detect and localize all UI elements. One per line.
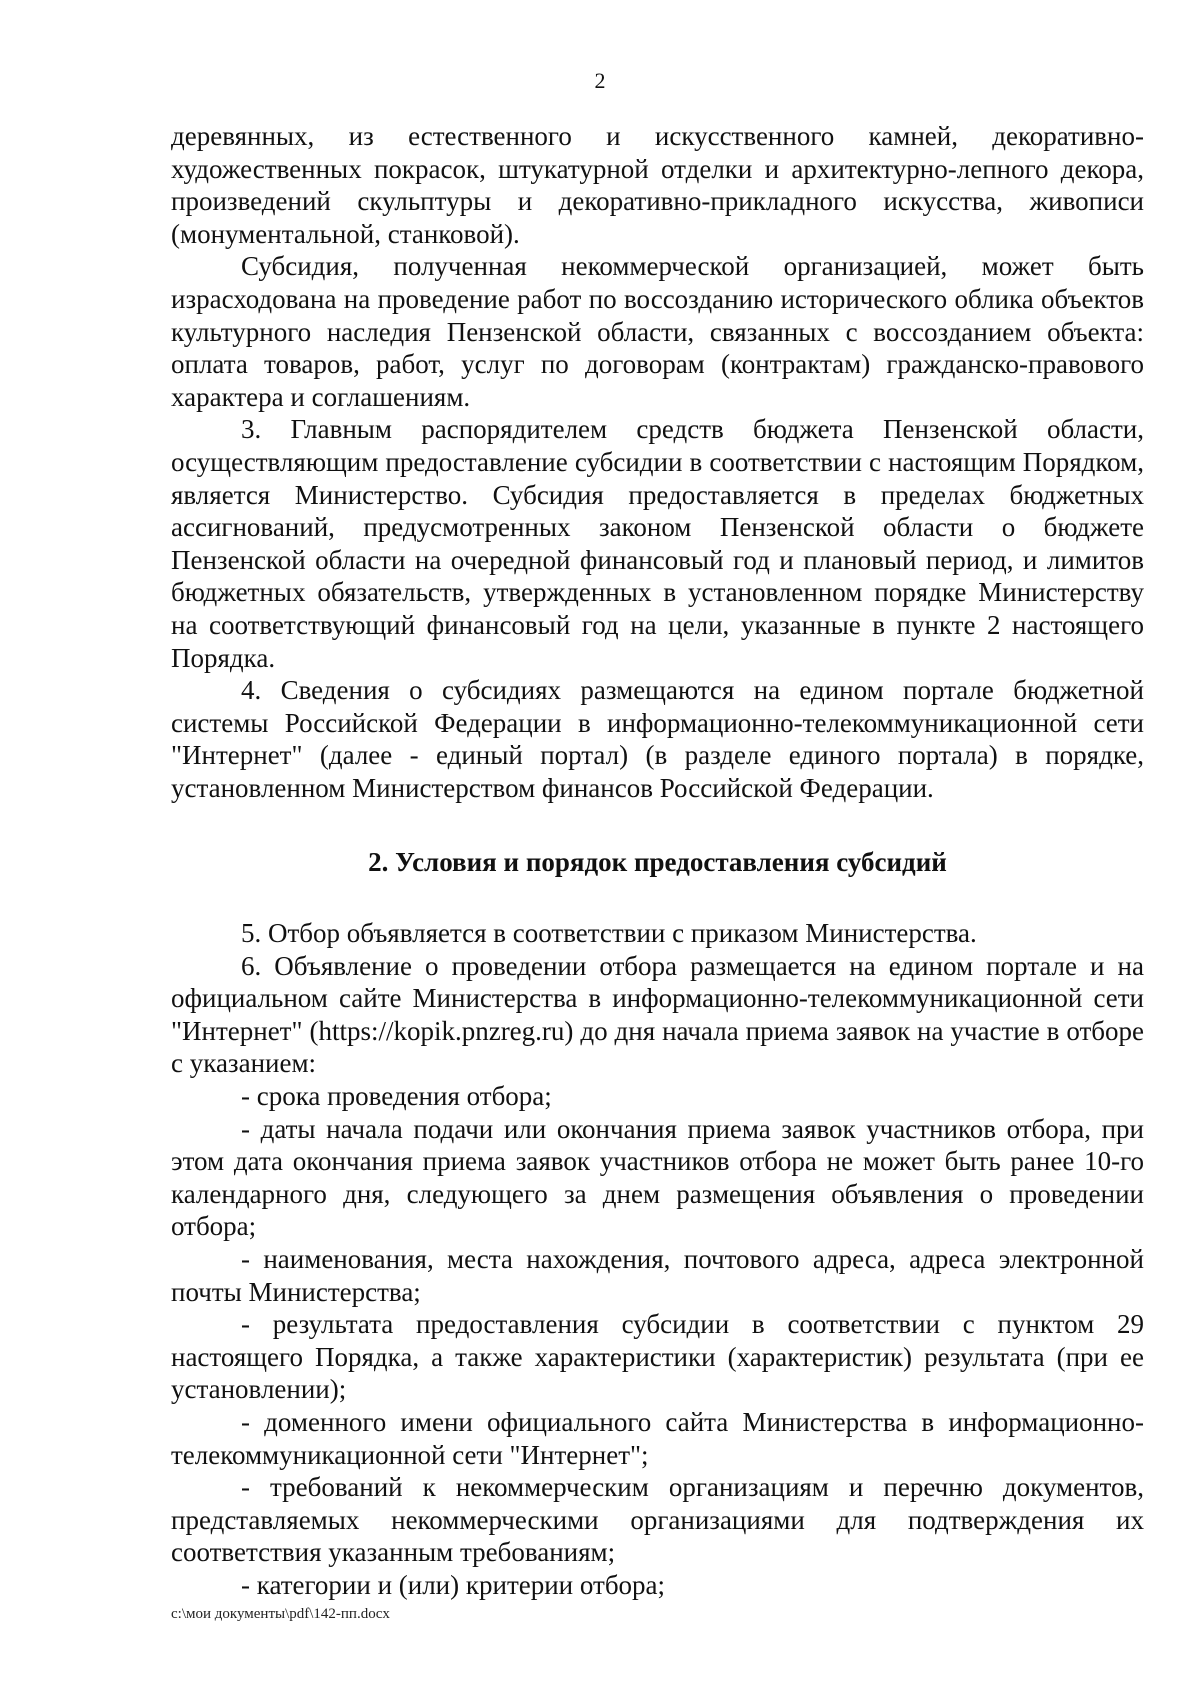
paragraph: 6. Объявление о проведении отбора размещается на едином портале и на официальном сайте Министерства в информационно-телекоммуникационной сети "Интернет" (https://kopik.pnzreg.ru) до дня начала приема заявок на участие в отборе с указанием: xyxy=(171,950,1144,1079)
list-item: - даты начала подачи или окончания приема заявок участников отбора, при этом дата окончания приема заявок участников отбора не может быть ранее 10-го календарного дня, следующего за днем размещения объявления о проведении отбора; xyxy=(171,1113,1144,1242)
document-body xyxy=(171,120,1144,1602)
list-item: - требований к некоммерческим организациям и перечню документов, представляемых некоммерческими организациями для подтверждения их соответствия указанным требованиям; xyxy=(171,1472,1144,1568)
paragraph: деревянных, из естественного и искусственного камней, декоративно-художественных покрасок, штукатурной отделки и архитектурно-лепного декора, произведений скульптуры и декоративно-прикладного искусства, живописи (монументальной, станковой). xyxy=(171,121,1144,249)
list-item: - доменного имени официального сайта Министерства в информационно-телекоммуникационной сети "Интернет"; xyxy=(171,1406,1144,1470)
paragraph: 3. Главным распорядителем средств бюджета Пензенской области, осуществляющим предоставление субсидии в соответствии с настоящим Порядком, является Министерство. Субсидия предоставляется в пределах бюджетных ассигнований, предусмотренных законом Пензенской области о бюджете Пензенской области на очередной финансовый год и плановый период, и лимитов бюджетных обязательств, утвержденных в установленном порядке Министерству на соответствующий финансовый год на цели, указанные в пункте 2 настоящего Порядка. xyxy=(171,414,1144,673)
list-item: - наименования, места нахождения, почтового адреса, адреса электронной почты Министерства; xyxy=(171,1244,1144,1307)
list-item: - категории и (или) критерии отбора; xyxy=(241,1569,666,1600)
list-item: - срока проведения отбора; xyxy=(241,1081,552,1112)
section-heading: 2. Условия и порядок предоставления субсидий xyxy=(368,847,947,878)
list-item: - результата предоставления субсидии в соответствии с пунктом 29 настоящего Порядка, а также характеристики (характеристик) результата (при ее установлении); xyxy=(171,1309,1144,1405)
paragraph: 4. Сведения о субсидиях размещаются на едином портале бюджетной системы Российской Федерации в информационно-телекоммуникационной сети "Интернет" (далее - единый портал) (в разделе единого портала) в порядке, установленном Министерством финансов Российской Федерации. xyxy=(171,675,1144,803)
paragraph: 5. Отбор объявляется в соответствии с приказом Министерства. xyxy=(241,918,977,949)
footer-file-path: c:\мои документы\pdf\142-пп.docx xyxy=(171,1606,390,1622)
page-number: 2 xyxy=(594,68,606,93)
paragraph: Субсидия, полученная некоммерческой организацией, может быть израсходована на проведение работ по воссозданию исторического облика объектов культурного наследия Пензенской области, связанных с воссозданием объекта: оплата товаров, работ, услуг по договорам (контрактам) гражданско-правового характера и соглашениям. xyxy=(171,251,1144,412)
